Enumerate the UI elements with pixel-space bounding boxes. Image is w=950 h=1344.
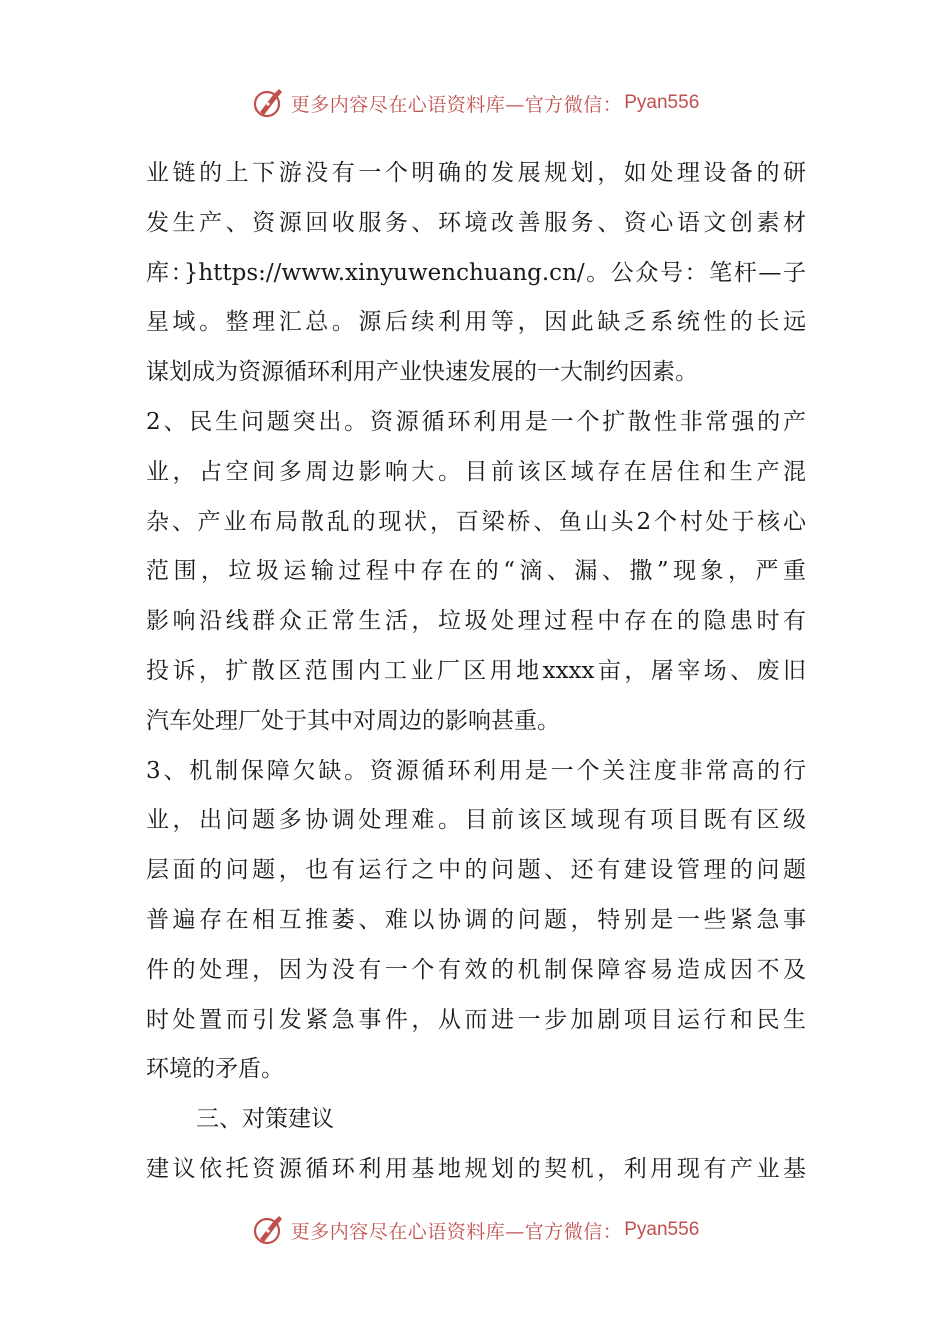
text-line: 谋划成为资源循环利用产业快速发展的一大制约因素。 — [146, 359, 698, 386]
text-line: 星域。整理汇总。源后续利用等，因此缺乏系统性的长远 — [146, 309, 806, 336]
banner-text: 更多内容尽在心语资料库—官方微信： — [290, 1220, 623, 1243]
text-line: 影响沿线群众正常生活，垃圾处理过程中存在的隐患时有 — [146, 608, 806, 635]
text-line: 2、民生问题突出。资源循环利用是一个扩散性非常强的产 — [146, 408, 806, 435]
text-line: 层面的问题，也有运行之中的问题、还有建设管理的问题 — [146, 857, 806, 884]
document-body — [146, 149, 806, 1195]
wechat-id: Pyan556 — [624, 92, 700, 113]
banner-text: 更多内容尽在心语资料库—官方微信： — [290, 93, 623, 116]
text-line: 投诉，扩散区范围内工业厂区用地xxxx亩，屠宰场、废旧 — [146, 657, 806, 684]
text-line: 业，占空间多周边影响大。目前该区域存在居住和生产混 — [146, 458, 806, 485]
text-line: 件的处理，因为没有一个有效的机制保障容易造成因不及 — [146, 956, 806, 983]
text-line: 普遍存在相互推萎、难以协调的问题，特别是一些紧急事 — [146, 906, 806, 933]
header-banner — [0, 85, 950, 121]
text-line: 3、机制保障欠缺。资源循环利用是一个关注度非常高的行 — [146, 757, 806, 784]
footer-banner — [0, 1212, 950, 1248]
pen-nib-circle-icon — [251, 85, 287, 121]
section-heading: 三、对策建议 — [196, 1106, 334, 1133]
text-line: 建议依托资源循环利用基地规划的契机，利用现有产业基 — [146, 1155, 806, 1182]
pen-nib-circle-icon — [251, 1212, 287, 1248]
text-line: 库：}https://www.xinyuwenchuang.cn/。公众号：笔杆—子 — [146, 259, 806, 286]
text-line: 杂、产业布局散乱的现状，百梁桥、鱼山头2个村处于核心 — [146, 508, 806, 535]
text-line: 业链的上下游没有一个明确的发展规划，如处理设备的研 — [146, 160, 806, 186]
text-line: 汽车处理厂处于其中对周边的影响甚重。 — [146, 707, 560, 734]
wechat-id: Pyan556 — [624, 1219, 700, 1240]
text-line: 发生产、资源回收服务、环境改善服务、资心语文创素材 — [146, 209, 806, 236]
text-line: 范围，垃圾运输过程中存在的“滴、漏、撒”现象，严重 — [146, 558, 806, 585]
text-line: 时处置而引发紧急事件，从而进一步加剧项目运行和民生 — [146, 1006, 806, 1033]
text-line: 业，出问题多协调处理难。目前该区域现有项目既有区级 — [146, 807, 806, 834]
text-line: 环境的矛盾。 — [146, 1056, 284, 1083]
